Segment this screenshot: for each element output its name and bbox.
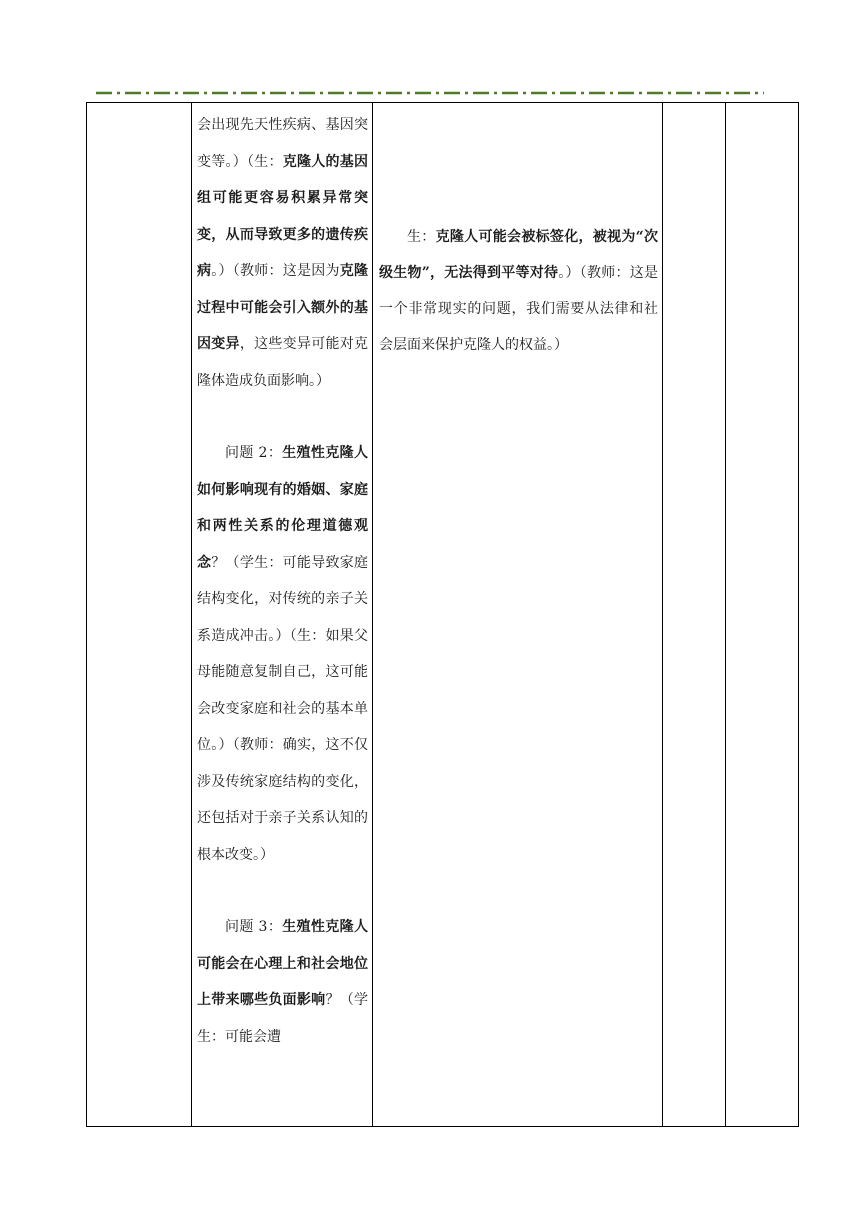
table-row bbox=[87, 103, 799, 1127]
question-3-paragraph: 问题 3：生殖性克隆人可能会在心理上和社会地位上带来哪些负面影响？（学生：可能会遭 bbox=[197, 919, 369, 1045]
question-2-paragraph: 问题 2：生殖性克隆人如何影响现有的婚姻、家庭和两性关系的伦理道德观念？（学生：可能导致家庭结构变化，对传统的亲子关系造成冲击。）（生：如果父母能随意复制自己，这可能会改变家庭和社会的基本单位。）（教师：确实，这不仅涉及传统家庭结构的变化，还包括对于亲子关系认知的根本改变。） bbox=[197, 445, 369, 863]
table-cell-4 bbox=[663, 103, 726, 1127]
discussion-cell bbox=[192, 103, 373, 1127]
student-response-paragraph: 生：克隆人可能会被标签化，被视为“次级生物”，无法得到平等对待。）（教师：这是一个非常现实的问题，我们需要从法律和社会层面来保护克隆人的权益。） bbox=[379, 229, 659, 353]
student-response-cell bbox=[373, 103, 663, 1127]
table-cell-5 bbox=[726, 103, 799, 1127]
header-dash-dot-line bbox=[96, 91, 764, 95]
lesson-table bbox=[86, 102, 799, 1127]
table-cell-1 bbox=[87, 103, 192, 1127]
discussion-paragraph-1: 会出现先天性疾病、基因突变等。）（生：克隆人的基因组可能更容易积累异常突变，从而导致更多的遗传疾病。）（教师：这是因为克隆过程中可能会引入额外的基因变异，这些变异可能对克隆体造成负面影响。） bbox=[197, 117, 369, 389]
